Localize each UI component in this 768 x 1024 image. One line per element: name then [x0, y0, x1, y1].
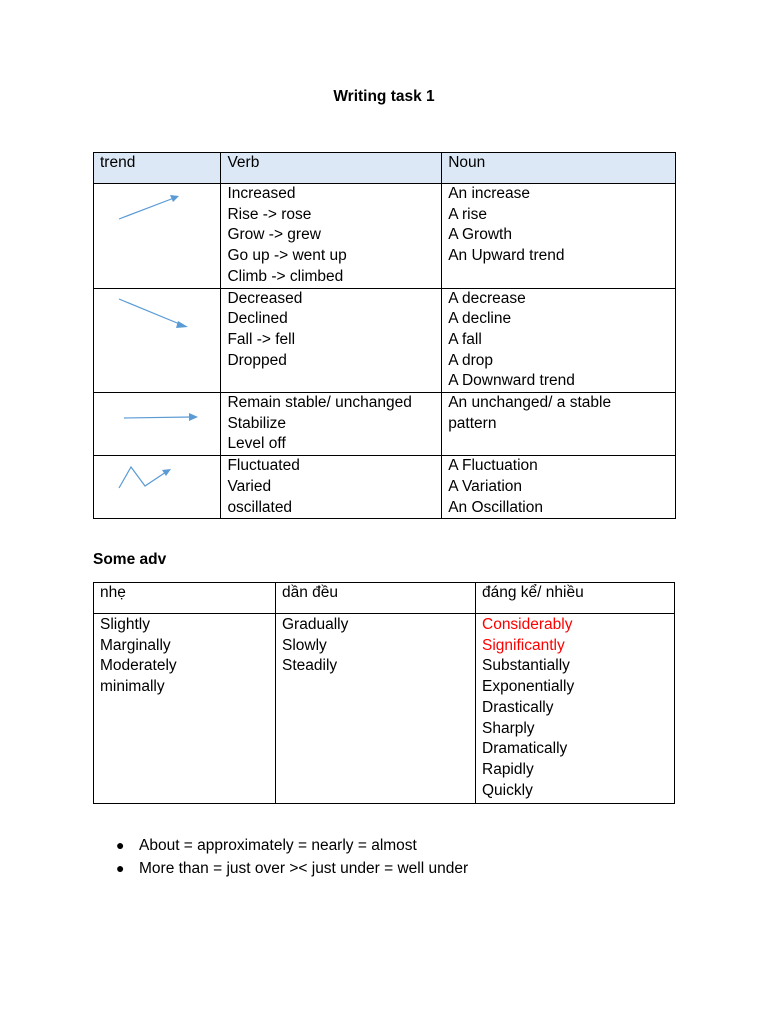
- upward-arrow-icon: [94, 184, 220, 287]
- noun-item: A Variation: [448, 477, 523, 495]
- note-text: About = approximately = nearly = almost: [139, 837, 417, 854]
- verb-item: Go up -> went up: [227, 247, 347, 265]
- verb-item: Increased: [227, 185, 296, 202]
- adverb-item: Moderately: [100, 657, 177, 675]
- note-item: [93, 857, 693, 880]
- downward-arrow-icon: [94, 289, 220, 392]
- verb-item: Fall -> fell: [227, 330, 296, 348]
- noun-item: A drop: [448, 351, 493, 369]
- noun-list: [442, 456, 676, 519]
- noun-item: An unchanged/ a stable: [448, 394, 612, 412]
- noun-list: [442, 288, 676, 393]
- trend-row-fluctuate: [94, 456, 676, 519]
- adverb-list-significant: [476, 614, 675, 804]
- noun-item: A Growth: [448, 226, 512, 244]
- noun-list: [442, 393, 676, 456]
- adverb-item: Slowly: [282, 636, 327, 654]
- note-item: [93, 834, 693, 857]
- noun-item: An increase: [448, 185, 531, 202]
- adverb-item: minimally: [100, 678, 165, 696]
- noun-item: A fall: [448, 330, 482, 348]
- adverb-item-highlighted: Significantly: [482, 636, 565, 654]
- adverb-item: Dramatically: [482, 740, 568, 758]
- adverb-item: Substantially: [482, 657, 570, 675]
- adverb-item: Rapidly: [482, 760, 534, 778]
- adverb-item: Marginally: [100, 636, 171, 654]
- notes-list: [93, 834, 693, 880]
- noun-item: pattern: [448, 414, 497, 432]
- verb-item: Varied: [227, 477, 272, 495]
- verb-item: Grow -> grew: [227, 226, 321, 244]
- verb-item: Declined: [227, 310, 288, 328]
- adverb-item: Quickly: [482, 781, 533, 799]
- trend-table: [93, 152, 676, 519]
- noun-item: An Oscillation: [448, 498, 543, 516]
- flat-arrow-icon: [94, 393, 220, 455]
- bullet-icon: ●: [116, 837, 125, 853]
- fluctuating-arrow-icon: [94, 456, 220, 518]
- adverb-list-slight: [94, 614, 276, 804]
- verb-list: [221, 184, 442, 289]
- adverb-item: Gradually: [282, 616, 349, 633]
- adverb-item-highlighted: Considerably: [482, 616, 573, 633]
- noun-item: A Fluctuation: [448, 457, 538, 475]
- verb-list: [221, 456, 442, 519]
- bullet-icon: ●: [116, 860, 125, 876]
- header-noun: Noun: [442, 153, 676, 184]
- verb-list: [221, 288, 442, 393]
- adverb-item: Drastically: [482, 698, 554, 716]
- adverb-item: Sharply: [482, 719, 535, 737]
- adverb-item: Exponentially: [482, 678, 575, 696]
- adverb-table-header-row: [94, 583, 675, 614]
- verb-item: Fluctuated: [227, 457, 300, 475]
- header-verb: Verb: [221, 153, 442, 184]
- adverb-table: [93, 582, 675, 804]
- trend-row-up: [94, 184, 676, 289]
- verb-item: Stabilize: [227, 414, 287, 432]
- note-text: More than = just over >< just under = well under: [139, 860, 469, 877]
- adverb-list-gradual: [276, 614, 476, 804]
- noun-list: [442, 184, 676, 289]
- page-title: Writing task 1: [333, 88, 435, 105]
- verb-item: Rise -> rose: [227, 205, 312, 223]
- adverb-table-body-row: [94, 614, 675, 804]
- adverb-item: Steadily: [282, 657, 338, 675]
- header-significant: đáng kể/ nhiều: [476, 583, 675, 614]
- noun-item: A Downward trend: [448, 372, 575, 390]
- noun-item: A rise: [448, 205, 487, 223]
- adverb-item: Slightly: [100, 616, 150, 633]
- header-gradual: dần đều: [276, 583, 476, 614]
- header-slight: nhẹ: [94, 583, 276, 614]
- noun-item: A decrease: [448, 289, 526, 307]
- verb-item: Decreased: [227, 289, 303, 307]
- verb-item: Climb -> climbed: [227, 267, 344, 285]
- verb-list: [221, 393, 442, 456]
- verb-item: Level off: [227, 435, 286, 453]
- trend-table-header-row: [94, 153, 676, 184]
- verb-item: oscillated: [227, 498, 293, 516]
- verb-item: Remain stable/ unchanged: [227, 394, 412, 412]
- header-trend: trend: [94, 153, 221, 184]
- noun-item: A decline: [448, 310, 512, 328]
- noun-item: An Upward trend: [448, 247, 565, 265]
- verb-item: Dropped: [227, 351, 287, 369]
- trend-row-stable: [94, 393, 676, 456]
- adv-heading: Some adv: [93, 551, 167, 568]
- trend-row-down: [94, 288, 676, 393]
